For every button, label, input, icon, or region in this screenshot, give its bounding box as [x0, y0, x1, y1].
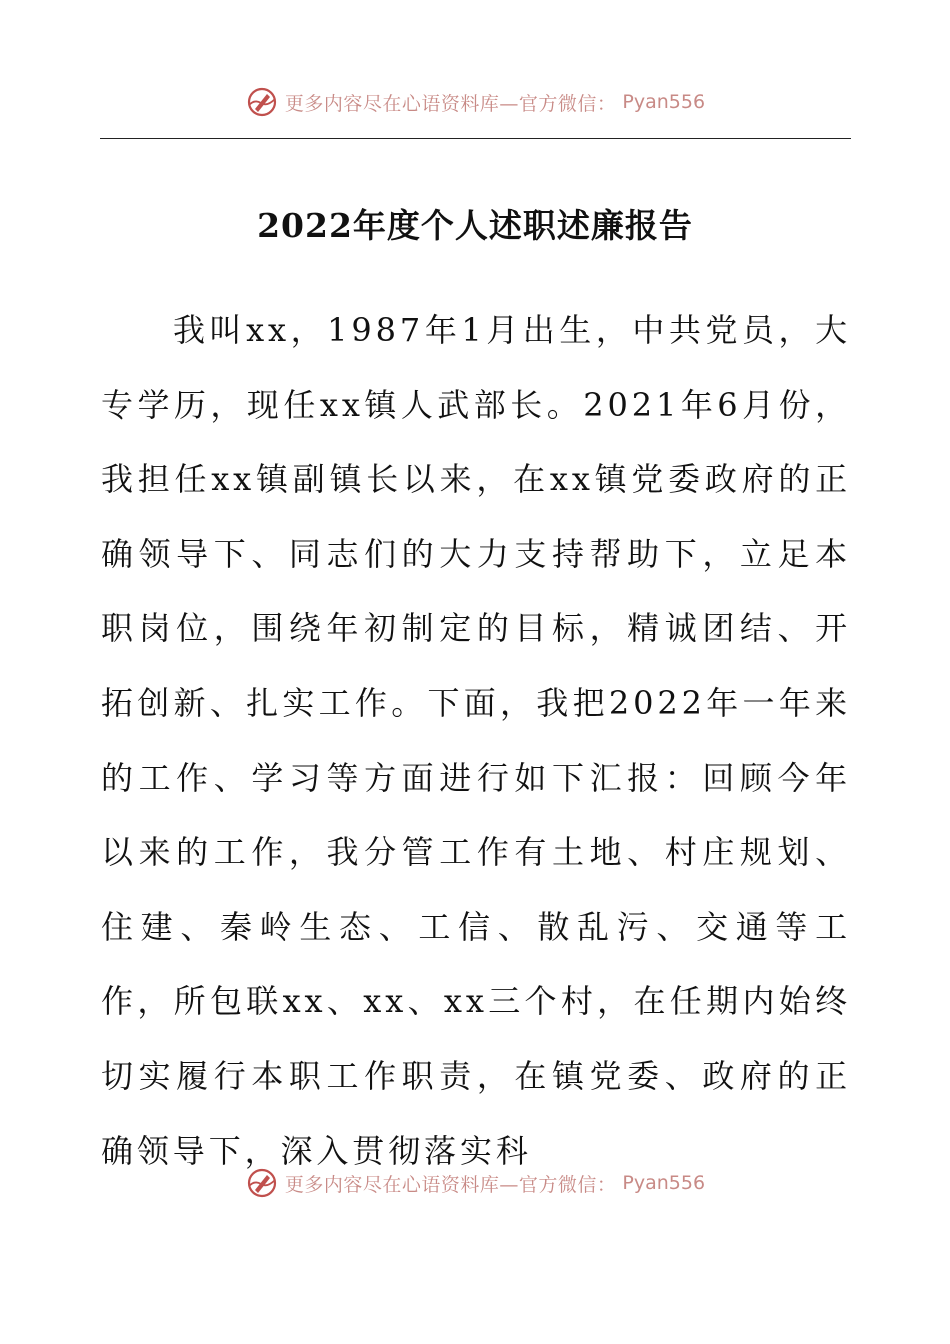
watermark-text: 更多内容尽在心语资料库—官方微信：	[284, 92, 617, 115]
watermark-text: 更多内容尽在心语资料库—官方微信：	[284, 1173, 617, 1196]
watermark-wechat-id: Pyan556	[622, 91, 706, 113]
header-watermark	[0, 82, 950, 122]
footer-watermark	[0, 1163, 950, 1203]
document-title: 2022年度个人述职述廉报告	[257, 206, 693, 245]
pen-logo-icon	[245, 1166, 279, 1200]
header-divider	[100, 138, 851, 139]
document-body-paragraph: 我叫xx，1987年1月出生，中共党员，大专学历，现任xx镇人武部长。2021年6月份，我担任xx镇副镇长以来，在xx镇党委政府的正确领导下、同志们的大力支持帮助下，立足本职岗位，围绕年初制定的目标，精诚团结、开拓创新、扎实工作。下面，我把2022年一年来的工作、学习等方面进行如下汇报：回顾今年以来的工作，我分管工作有土地、村庄规划、住建、秦岭生态、工信、散乱污、交通等工作，所包联xx、xx、xx三个村，在任期内始终切实履行本职工作职责，在镇党委、政府的正确领导下，深入贯彻落实科	[101, 311, 851, 1170]
watermark-wechat-id: Pyan556	[622, 1172, 706, 1194]
pen-logo-icon	[245, 85, 279, 119]
